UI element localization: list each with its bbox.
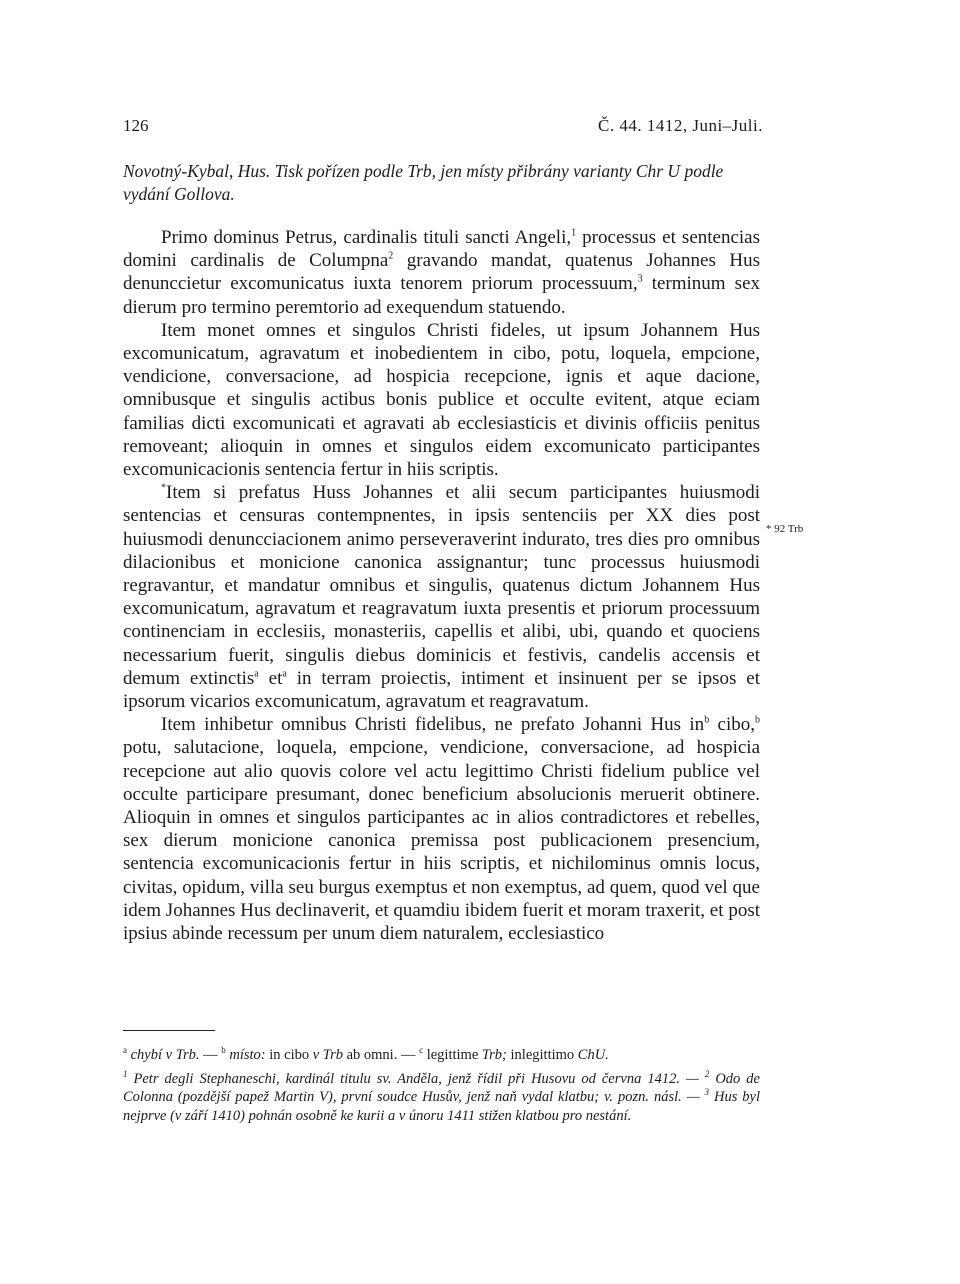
margin-note: * 92 Trb: [766, 523, 804, 535]
page-number: 126: [123, 116, 149, 135]
footnote-divider: [123, 1030, 215, 1031]
variant-ref: a: [282, 668, 287, 680]
source-note: Novotný-Kybal, Hus. Tisk pořízen podle Trb, jen místy přibrány varianty Chr U podle vydání Gollova.: [123, 161, 724, 204]
variant-notes: $^a$ chybí v Trb. — $^b$ místo: in cibo v Trb ab omni. — $^c$ legittime Trb; inlegittimo ChU.: [123, 1045, 609, 1063]
paragraph: Primo dominus Petrus, cardinalis tituli sancti Angeli,$^1$ processus et sentencias domini cardinalis de Columpna$^2$ gravando mandat, quatenus Johannes Hus denuncсietur excomunicatus iuxta tenorem priorum processuum,$^3$ terminum sex dierum pro termino peremtorio ad exequendum statuendo.: [123, 227, 761, 318]
paragraph: Item inhibetur omnibus Christi fidelibus, ne prefato Johanni Hus $in^b$ cibo,$^b$ potu, salutacione, loquela, empcione, vendicione, conversacione, ad hospicia recepcione aut alio quovis colore vel actu legittimo Christi fidelium publice vel occulte participare presumant, donec beneficium absolucionis meruerit obtinere. Alioquin in omnes et singulos participantes ac in alios contradictores et rebelles, sex dierum monicione canonica premissa post publicacionem presencium, sentencia excomunicacionis fertur in hiis scriptis, et nichilominus omnis locus, civitas, opidum, villa seu burgus exemptus et non exemptus, ad quem, quod vel que idem Johannes Hus declinaverit, et quamdiu ibidem fuerit et moram traxerit, et post ipsius abinde recessum per unum diem naturalem, ecclesiastico: [123, 714, 760, 945]
footnote-ref: 2: [388, 250, 394, 262]
variant-ref: a: [254, 668, 259, 680]
variant-ref: b: [755, 714, 760, 726]
paragraph: Item monet omnes et singulos Christi fideles, ut ipsum Johannem Hus excomunicatum, agravatum et inobedientem in cibo, potu, loquela, empcione, vendicione, conversacione, ad hospicia recepcione, ignis et aque dacione, omnibusque et singulis actibus bonis publice et occulte evitent, atque eciam familias dicti excomunicati et agravati ab ecclesiasticis et divinis officiis penitus removeant; alioquin in omnes et singulos eidem excomunicato participantes excomunicacionis sentencia fertur in hiis scriptis.: [123, 319, 760, 481]
footnote-ref: 1: [571, 227, 577, 239]
footnote-ref: 3: [637, 274, 643, 286]
paragraph: *Item si prefatus Huss Johannes et alii secum participantes huiusmodi sentencias et censuras contempnentes, in ipsis sentenciis per XX dies post huiusmodi denuncciacionem animo perseveraverint indurato, tres dies pro omnibus dilacionibus et monicione canonica assignantur; tunc processus huiusmodi regravantur, et mandatur omnibus et singulis, quatenus dictum Johannem Hus excomunicatum, agravatum et reagravatum iuxta presentis et priorum processuum continenciam in ecclesiis, monasteriis, capellis et alibi, ubi, quando et quociens necessarium fuerit, singulis diebus dominicis et festivis, candelis accensis et demum extinctis$^a$ $et^a$ in terram proiectis, intiment et insinuent per se ipsos et ipsorum vicarios excomunicatum, agravatum et reagravatum.: [123, 482, 760, 713]
main-text: [123, 226, 760, 945]
variant-ref: b: [704, 714, 710, 726]
running-title: Č. 44. 1412, Juni–Juli.: [598, 116, 763, 135]
historical-notes: $^1$ Petr degli Stephaneschi, kardinál titulu sv. Anděla, jenž řídil při Husovu od června 1412. — $^2$ Odo de Colonna (pozdější papež Martin V), první soudce Husův, jenž naň vydal klatbu; v. pozn. násl. — $^3$ Hus byl nejprve (v září 1410) pohnán osobně ke kurii a v únoru 1411 stižen klatbou pro nestání.: [123, 1068, 760, 1124]
footnotes: [123, 1046, 760, 1125]
page-marker: *: [161, 482, 166, 494]
